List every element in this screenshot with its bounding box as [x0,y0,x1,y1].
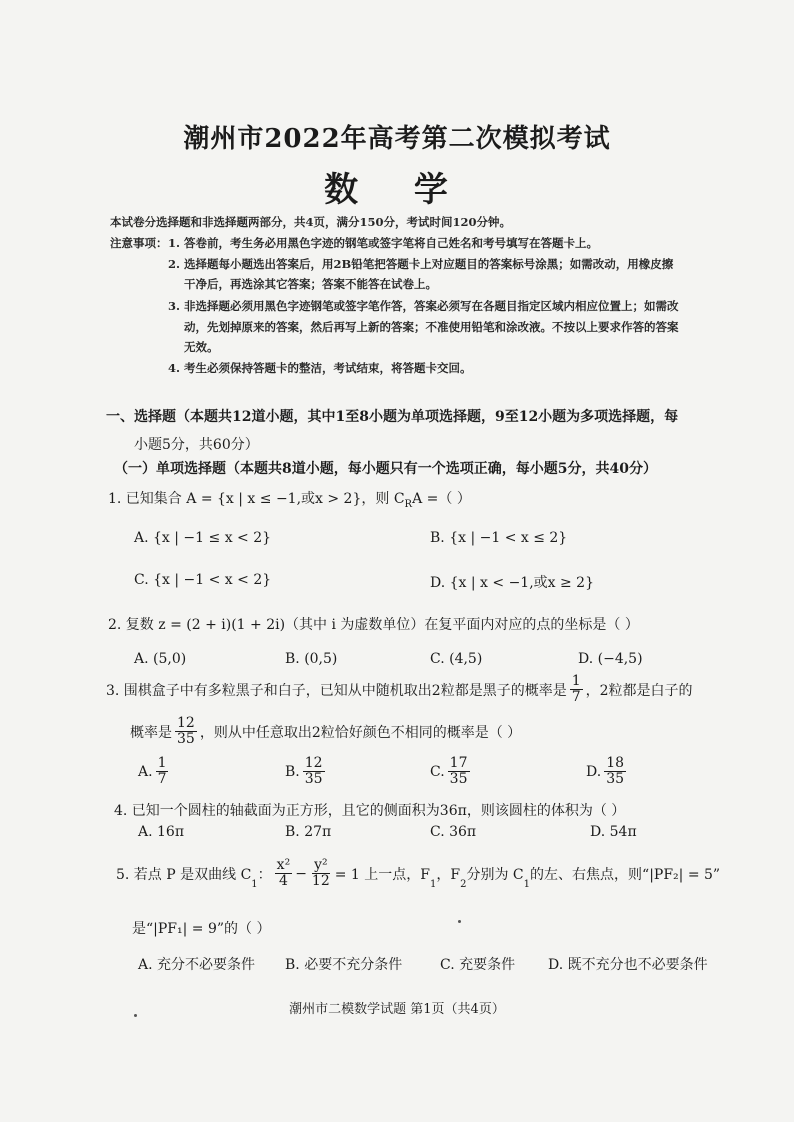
question-2-option-c: C. (4,5) [430,651,483,667]
question-5-option-a: A. 充分不必要条件 [138,957,256,973]
question-1-option-b: B. {x | −1 < x ≤ 2} [430,530,568,546]
question-5-subscript: 2 [460,878,467,890]
option-fraction [448,756,470,788]
question-3-stem [106,674,693,706]
notice-item-1: 1. 答卷前，考生务必用黑色字迹的钢笔或签字笔将自己姓名和考号填写在答题卡上。 [168,236,599,250]
question-5-subscript: 1 [251,878,258,890]
question-1-option-d: D. {x | x < −1,或x ≥ 2} [430,575,595,591]
question-3-option-b [285,756,328,788]
question-5-subscript: 1 [523,878,531,890]
notice-label: 注意事项： [110,236,168,250]
question-5-text-end: 的左、右焦点，则“|PF₂| = 5” [530,866,721,883]
option-label: B. [285,763,300,780]
fraction-numerator: 1 [157,755,167,771]
question-3-line-2-end: ，则从中任意取出2粒恰好颜色不相同的概率是（ ） [199,724,522,741]
question-3-text: 3. 围棋盒子中有多粒黑子和白子，已知从中随机取出2粒都是黑子的概率是 [106,682,567,699]
question-5-text-mid2: ，F [436,866,461,883]
question-5-colon: ： [257,866,272,883]
question-5-option-b: B. 必要不充分条件 [285,957,403,973]
exam-title: 潮州市2022年高考第二次模拟考试 [183,124,611,154]
hyperbola-x-term [275,858,293,890]
question-5-option-d: D. 既不充分也不必要条件 [548,957,708,973]
fraction-denominator: 4 [278,873,288,890]
fraction-numerator: 12 [304,755,323,771]
question-5-stem [116,858,720,890]
section-heading: 一、选择题（本题共12道小题，其中1至8小题为单项选择题，9至12小题为多项选择题，每 [106,409,679,425]
fraction-denominator: 7 [571,689,581,706]
section-heading-cont: 小题5分，共60分） [134,437,259,453]
question-1-subscript: R [404,498,413,510]
question-5-text-mid: = 1 上一点，F [334,866,431,883]
question-5-text-mid3: 分别为 C [466,866,524,883]
notice-item-3a: 3. 非选择题必须用黑色字迹钢笔或签字笔作答，答案必须写在各题目指定区域内相应位置上；如需改 [168,299,679,313]
question-5-line-2: 是“|PF₁| = 9”的（ ） [132,921,271,937]
question-1-stem [108,488,471,510]
option-label: A. [138,763,153,780]
question-4-option-c: C. 36π [430,824,477,840]
fraction-numerator: 18 [606,755,625,771]
fraction-denominator: 12 [311,873,330,890]
notice-item-2a: 2. 选择题每小题选出答案后，用2B铅笔把答题卡上对应题目的答案标号涂黑；如需改动，用橡皮擦 [168,257,674,271]
fraction-numerator: y² [314,857,328,873]
option-fraction [604,756,626,788]
question-1-text-end: A =（ ） [412,491,471,507]
option-label: D. [586,763,602,780]
option-fraction [156,756,169,788]
fraction-numerator: 17 [449,755,468,771]
fraction-numerator: 12 [177,715,195,731]
scan-speck [134,1014,137,1017]
question-3-line-2-start: 概率是 [130,724,172,741]
question-2-option-a: A. (5,0) [134,651,187,667]
question-1-text: 1. 已知集合 A = {x | x ≤ −1,或x > 2}，则 C [108,491,405,507]
hyperbola-y-term [310,858,332,890]
fraction-denominator: 35 [449,771,468,788]
notice-item-2b: 干净后，再选涂其它答案；答案不能答在试卷上。 [184,277,437,291]
question-4-stem: 4. 已知一个圆柱的轴截面为正方形，且它的侧面积为36π，则该圆柱的体积为（ ） [114,803,626,819]
scan-speck [458,920,461,923]
question-2-option-d: D. (−4,5) [578,651,643,667]
option-fraction [303,756,325,788]
notice-item-3c: 无效。 [184,340,219,354]
question-2-option-b: B. (0,5) [285,651,338,667]
question-1-option-a: A. {x | −1 ≤ x < 2} [134,530,272,546]
question-3-line-2 [130,716,521,748]
question-5-minus: − [295,865,307,882]
subject-heading: 数 学 [324,170,470,210]
page-footer: 潮州市二模数学试题 第1页（共4页） [289,1002,505,1017]
question-3-option-c [430,756,473,788]
question-3-fraction-white [175,716,197,748]
question-4-option-d: D. 54π [590,824,637,840]
question-5-option-c: C. 充要条件 [440,957,516,973]
question-4-option-a: A. 16π [138,824,185,840]
question-3-text-mid: ，2粒都是白子的 [585,682,693,699]
question-3-fraction-black [570,674,583,706]
option-label: C. [430,763,445,780]
fraction-denominator: 35 [304,771,323,788]
question-3-option-d [586,756,629,788]
notice-intro: 本试卷分选择题和非选择题两部分，共4页，满分150分，考试时间120分钟。 [110,215,512,229]
notice-item-3b: 动，先划掉原来的答案，然后再写上新的答案；不准使用铅笔和涂改液。不按以上要求作答的答案 [184,320,679,334]
notice-item-4: 4. 考生必须保持答题卡的整洁，考试结束，将答题卡交回。 [168,361,472,375]
question-4-option-b: B. 27π [285,824,332,840]
fraction-denominator: 7 [157,771,167,788]
question-5-text: 5. 若点 P 是双曲线 C [116,866,252,883]
fraction-denominator: 35 [606,771,625,788]
fraction-denominator: 35 [177,731,195,748]
fraction-numerator: 1 [571,673,581,689]
question-3-option-a [138,756,171,788]
question-1-option-c: C. {x | −1 < x < 2} [134,572,272,588]
subsection-heading: （一）单项选择题（本题共8道小题，每小题只有一个选项正确，每小题5分，共40分） [114,461,657,477]
question-5-subscript: 1 [430,878,437,890]
question-2-stem: 2. 复数 z = (2 + i)(1 + 2i)（其中 i 为虚数单位）在复平面内对应的点的坐标是（ ） [108,617,639,633]
fraction-numerator: x² [276,857,291,873]
